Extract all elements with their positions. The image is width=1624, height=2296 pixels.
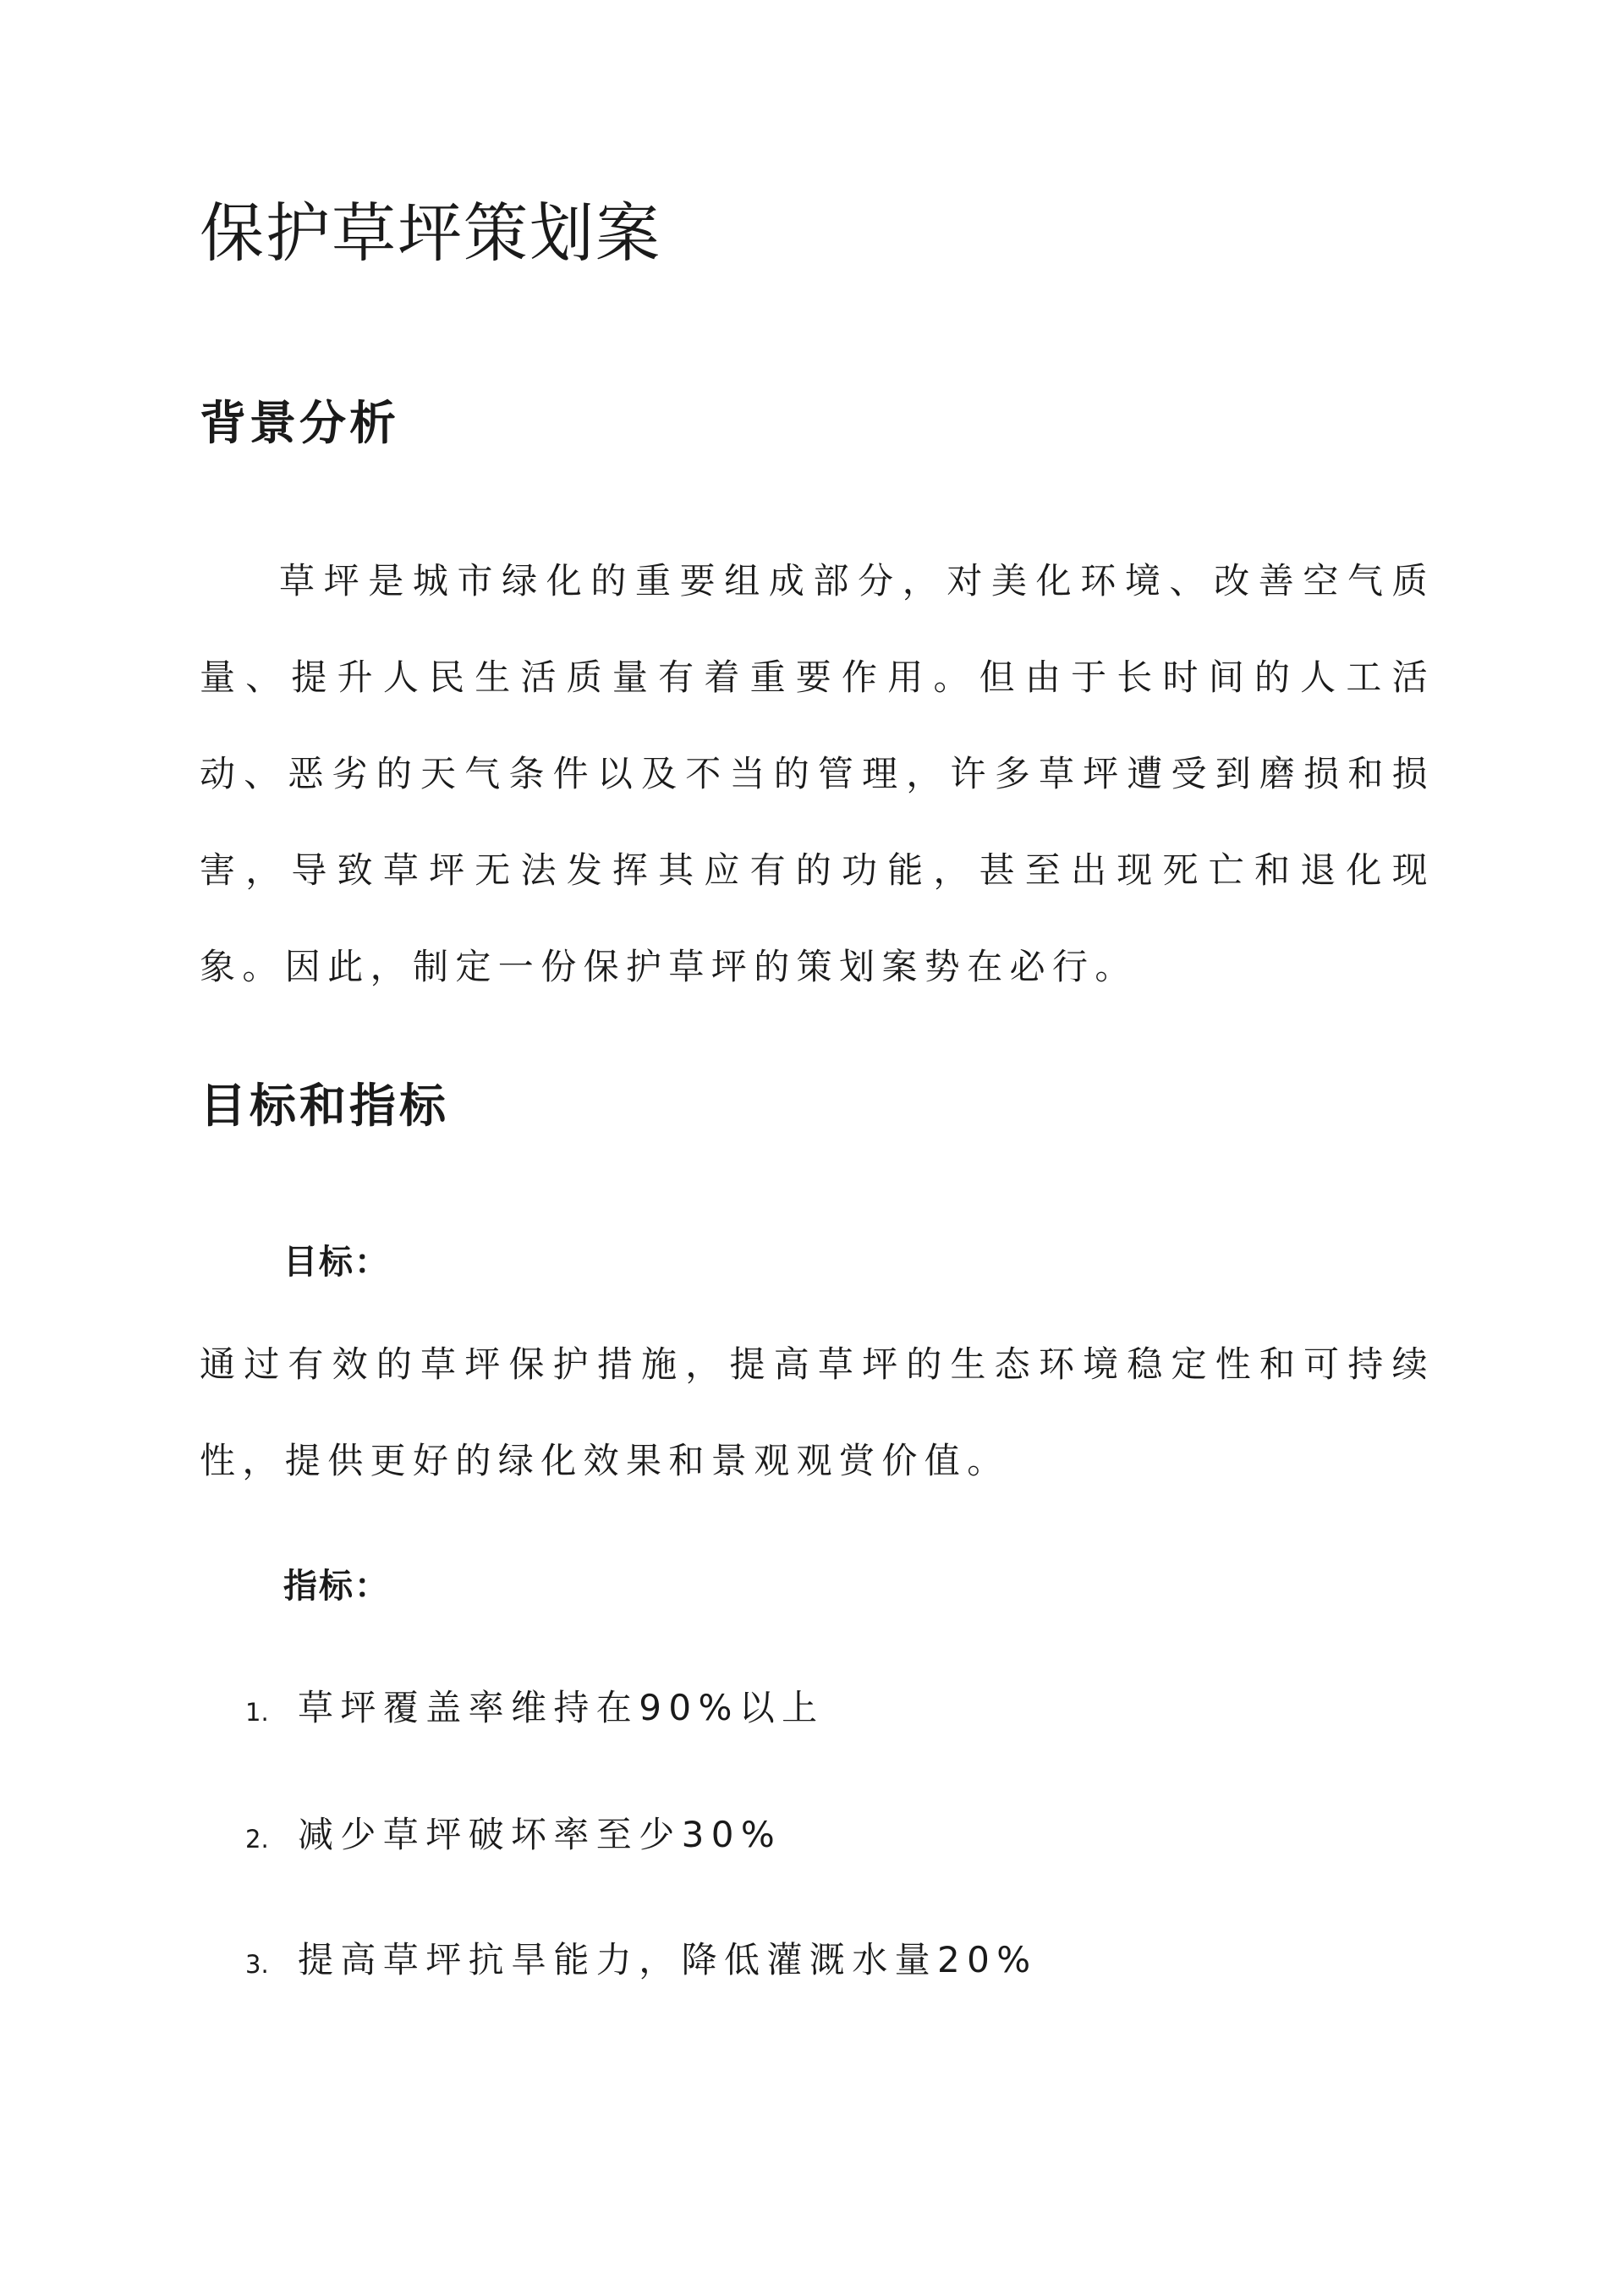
document-title: 保护草坪策划案 bbox=[200, 195, 661, 271]
indicator-number: 3. bbox=[245, 1950, 269, 1979]
background-paragraph: 草坪是城市绿化的重要组成部分，对美化环境、改善空气质量、提升人民生活质量有着重要作用。但由于长时间的人工活动、恶劣的天气条件以及不当的管理，许多草坪遭受到磨损和损害，导致草坪无法发挥其应有的功能，甚至出现死亡和退化现象。因此，制定一份保护草坪的策划案势在必行。 bbox=[200, 560, 1435, 987]
section-heading-background: 背景分析 bbox=[200, 396, 400, 450]
indicator-number: 2. bbox=[245, 1825, 269, 1854]
indicator-text: 草坪覆盖率维持在90%以上 bbox=[298, 1687, 825, 1728]
section-heading-goals: 目标和指标 bbox=[200, 1079, 450, 1133]
indicator-text: 提高草坪抗旱能力，降低灌溉水量20% bbox=[298, 1939, 1038, 1980]
indicator-number: 1. bbox=[245, 1698, 269, 1727]
goal-paragraph: 通过有效的草坪保护措施，提高草坪的生态环境稳定性和可持续性，提供更好的绿化效果和景观观赏价值。 bbox=[200, 1343, 1435, 1481]
indicator-label: 指标： bbox=[283, 1567, 390, 1606]
indicator-text: 减少草坪破坏率至少30% bbox=[298, 1814, 782, 1855]
goal-label: 目标： bbox=[283, 1243, 390, 1282]
